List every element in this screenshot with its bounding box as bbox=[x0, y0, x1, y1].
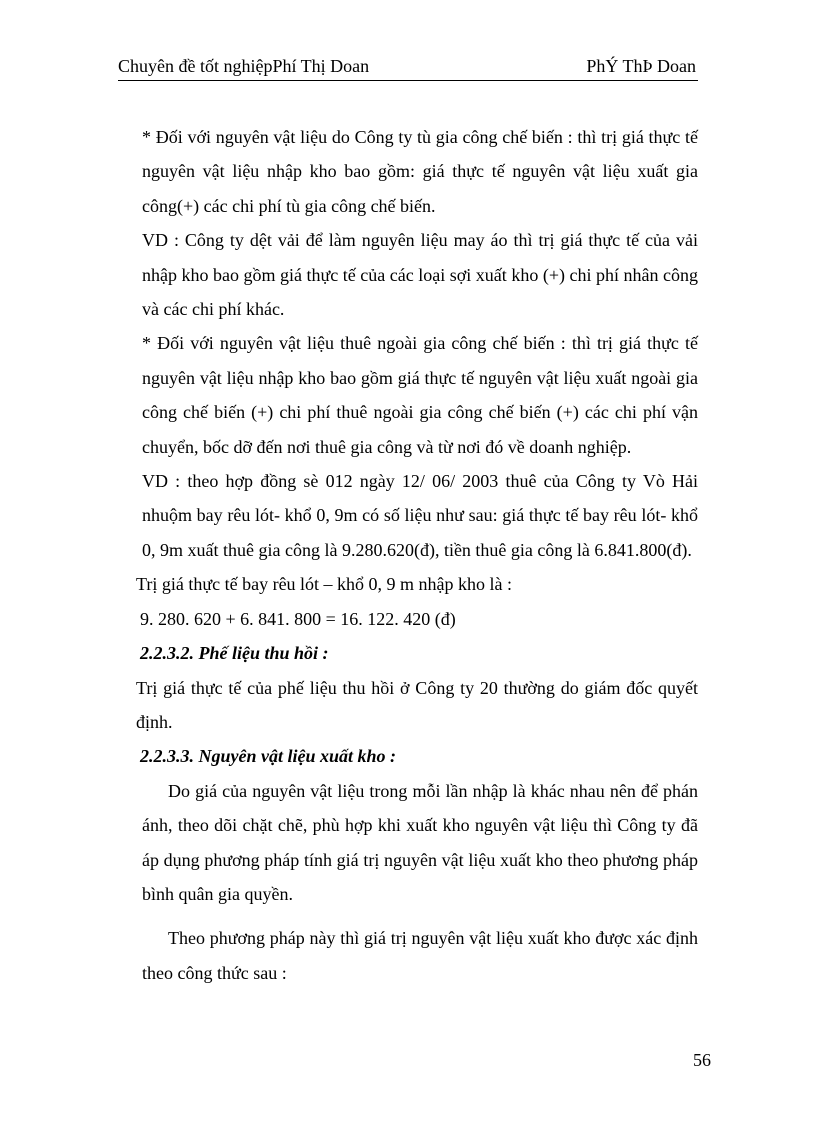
section-heading-scrap: 2.2.3.2. Phế liệu thu hồi : bbox=[140, 643, 329, 664]
paragraph-scrap: Trị giá thực tế của phế liệu thu hồi ở Công ty 20 thường do giám đốc quyết định. bbox=[136, 677, 698, 732]
document-body bbox=[136, 120, 698, 990]
paragraph-outsourced: * Đối với nguyên vật liệu thuê ngoài gia công chế biến : thì trị giá thực tế nguyên vật liệu nhập kho bao gồm giá thực tế nguyên vật liệu xuất ngoài gia công chế biến (+) chi phí thuê ngoài gia công chế biến (+) các chi phí vận chuyển, bốc dỡ đến nơi thuê gia công và từ nơi đó về doanh nghiệp. bbox=[142, 333, 698, 457]
section-heading-export: 2.2.3.3. Nguyên vật liệu xuất kho : bbox=[140, 746, 397, 767]
paragraph-self-processed: * Đối với nguyên vật liệu do Công ty tù gia công chế biến : thì trị giá thực tế nguyên vật liệu nhập kho bao gồm: giá thực tế nguyên vật liệu xuất gia công(+) các chi phí tù gia công chế biến. bbox=[142, 127, 698, 216]
paragraph-formula-intro: Theo phương pháp này thì giá trị nguyên vật liệu xuất kho được xác định theo công thức sau : bbox=[142, 928, 698, 983]
header-left-title: Chuyên đề tốt nghiệpPhí Thị Doan bbox=[118, 56, 370, 76]
header-right-author: PhÝ ThÞ Doan bbox=[586, 56, 696, 76]
paragraph-calculation: 9. 280. 620 + 6. 841. 800 = 16. 122. 420 (đ) bbox=[140, 608, 456, 629]
paragraph-example-fabric: VD : Công ty dệt vải để làm nguyên liệu may áo thì trị giá thực tế của vải nhập kho bao gồm giá thực tế của các loại sợi xuất kho (+) chi phí nhân công và các chi phí khác. bbox=[142, 230, 698, 320]
page-number: 56 bbox=[693, 1050, 711, 1070]
paragraph-example-contract: VD : theo hợp đồng sè 012 ngày 12/ 06/ 2003 thuê của Công ty Vò Hải nhuộm bay rêu lót- khổ 0, 9m có số liệu như sau: giá thực tế bay rêu lót- khổ 0, 9m xuất thuê gia công là 9.280.620(đ), tiền thuê gia công là 6.841.800(đ). bbox=[142, 471, 698, 560]
paragraph-import-value: Trị giá thực tế bay rêu lót – khổ 0, 9 m nhập kho là : bbox=[136, 574, 513, 595]
paragraph-export-method: Do giá của nguyên vật liệu trong mỗi lần nhập là khác nhau nên để phán ánh, theo dõi chặt chẽ, phù hợp khi xuất kho nguyên vật liệu thì Công ty đã áp dụng phương pháp tính giá trị nguyên vật liệu xuất kho theo phương pháp bình quân gia quyền. bbox=[142, 780, 698, 904]
page-header bbox=[118, 52, 698, 81]
